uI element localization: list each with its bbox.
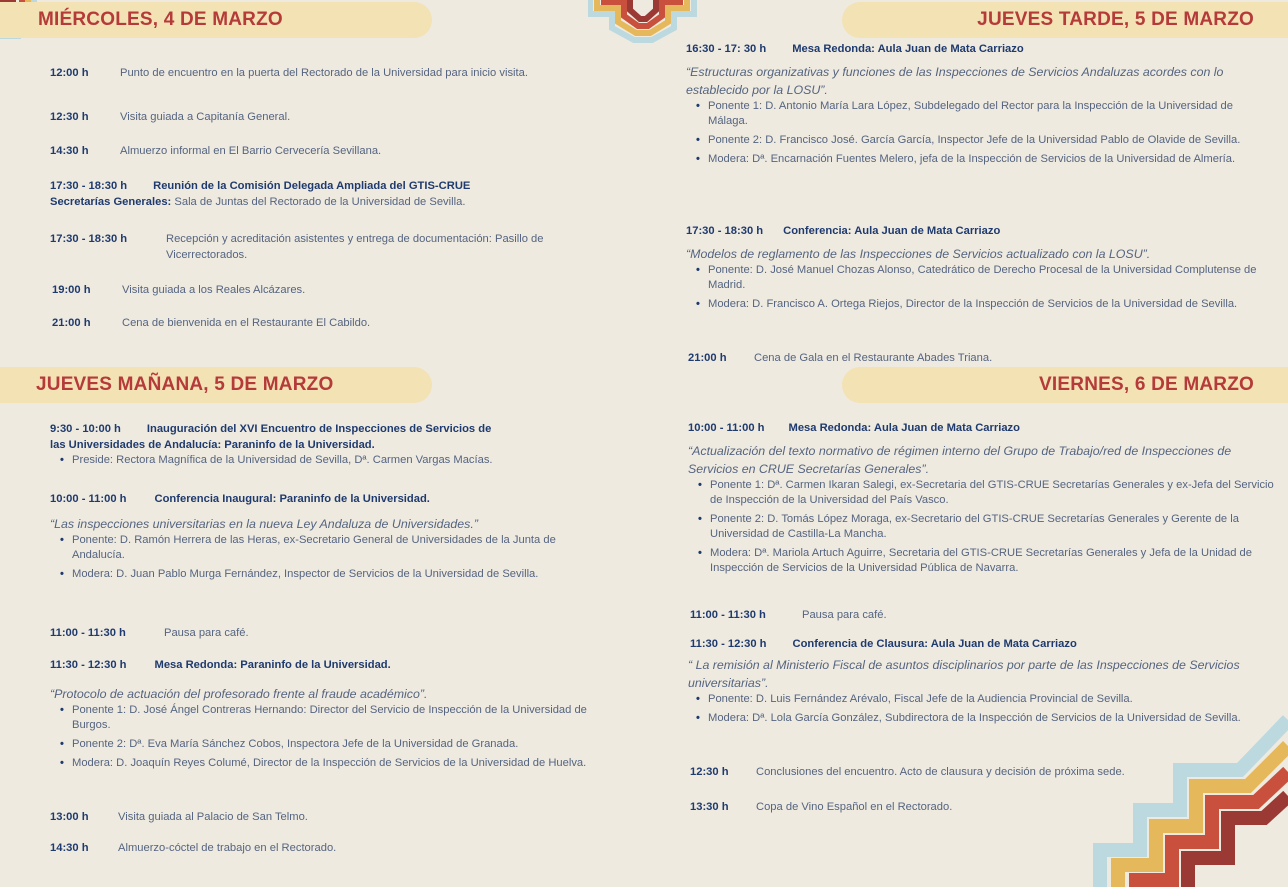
item-time: 17:30 - 18:30 h: [50, 233, 128, 245]
item-time: 21:00 h: [688, 352, 727, 364]
item-quote: “Las inspecciones universitarias en la nueva Ley Andaluza de Universidades.”: [50, 517, 478, 531]
bullet-item: • Ponente 1: Dª. Carmen Ikaran Salegi, ex-Secretaria del GTIS-CRUE Secretarías Generales y ex-Jefa del Servicio de Inspección de la Universidad del País Vasco.: [710, 478, 1280, 508]
item-title: Reunión de la Comisión Delegada Ampliada del GTIS-CRUE: [153, 180, 471, 192]
item-quote: “Actualización del texto normativo de régimen interno del Grupo de Trabajo/red de Inspecciones de Servicios en CRUE Secretarías Generales”.: [688, 444, 1232, 476]
day2-block-mesa: [50, 657, 610, 771]
bullet-item: • Ponente 2: Dª. Eva María Sánchez Cobos, Inspectora Jefe de la Universidad de Granada.: [72, 737, 610, 752]
day2-item-cafe: [50, 625, 590, 641]
item-title: Conferencia de Clausura: Aula Juan de Mata Carriazo: [792, 638, 1077, 650]
item-time: 12:30 h: [50, 111, 89, 123]
bullet-item: • Ponente: D. José Manuel Chozas Alonso, Catedrático de Derecho Procesal de la Universidad Complutense de Madrid.: [708, 263, 1278, 293]
day1-item-5: [50, 231, 590, 261]
day3-header: [842, 2, 1288, 38]
item-title: Conferencia: Aula Juan de Mata Carriazo: [783, 225, 1001, 237]
item-time: 19:00 h: [52, 284, 91, 296]
day1-header: [0, 2, 432, 38]
day1-item-3: [50, 143, 590, 159]
item-time: 13:30 h: [690, 801, 729, 813]
item-time: 17:30 - 18:30 h: [686, 225, 764, 237]
item-time: 12:00 h: [50, 67, 89, 79]
item-time: 11:30 - 12:30 h: [690, 638, 767, 650]
bullet-item: • Modera: D. Juan Pablo Murga Fernández, Inspector de Servicios de la Universidad de Sevilla.: [72, 567, 610, 582]
item-desc: Conclusiones del encuentro. Acto de clausura y decisión de próxima sede.: [756, 766, 1125, 778]
bullet-item: • Modera: Dª. Mariola Artuch Aguirre, Secretaria del GTIS-CRUE Secretarías Generales y Jefa de la Unidad de Inspección de Servicios de la Universidad Pública de Navarra.: [710, 546, 1280, 576]
item-desc: Copa de Vino Español en el Rectorado.: [756, 801, 953, 813]
item-title: Mesa Redonda: Aula Juan de Mata Carriazo: [788, 422, 1020, 434]
bullet-item: • Ponente: D. Luis Fernández Arévalo, Fiscal Jefe de la Audiencia Provincial de Sevilla.: [708, 692, 1268, 707]
item-quote: “Protocolo de actuación del profesorado frente al fraude académico”.: [50, 687, 428, 701]
day3-item-cena: [688, 350, 1248, 366]
day3-block-mesa: [686, 41, 1272, 167]
item-title: las Universidades de Andalucía: Paraninfo de la Universidad.: [50, 439, 375, 451]
bullet-item: • Modera: D. Francisco A. Ortega Riejos, Director de la Inspección de Servicios de la Universidad de Sevilla.: [708, 297, 1278, 312]
item-desc: Cena de bienvenida en el Restaurante El Cabildo.: [122, 317, 371, 329]
day4-block-clausura: [688, 636, 1272, 726]
item-time: 12:30 h: [690, 766, 729, 778]
day1-item-7: [52, 315, 592, 331]
day4-item-conclusiones: [690, 764, 1260, 780]
item-title: Conferencia Inaugural: Paraninfo de la Universidad.: [154, 493, 430, 505]
day4-item-copa: [690, 799, 1250, 815]
day2-block-conferencia: [50, 491, 610, 582]
day1-item-2: [50, 109, 590, 125]
item-time: 9:30 - 10:00 h: [50, 423, 121, 435]
item-time: 13:00 h: [50, 811, 89, 823]
item-title: Inauguración del XVI Encuentro de Inspecciones de Servicios de: [146, 423, 492, 435]
item-title: Mesa Redonda: Aula Juan de Mata Carriazo: [792, 43, 1024, 55]
day4-header-title: VIERNES, 6 DE MARZO: [1039, 374, 1254, 395]
bullet-item: • Modera: D. Joaquín Reyes Columé, Director de la Inspección de Servicios de la Universidad de Huelva.: [72, 756, 610, 771]
item-time: 10:00 - 11:00 h: [688, 422, 765, 434]
bullet-item: • Modera: Dª. Lola García González, Subdirectora de la Inspección de Servicios de la Universidad de Sevilla.: [708, 711, 1268, 726]
day2-header-title: JUEVES MAÑANA, 5 DE MARZO: [36, 374, 334, 395]
day2-item-almuerzo: [50, 840, 590, 856]
day4-header: [842, 367, 1288, 403]
item-quote: “ La remisión al Ministerio Fiscal de asuntos disciplinarios por parte de las Inspecciones de Servicios universitarias”.: [688, 658, 1240, 690]
item-desc: Visita guiada al Palacio de San Telmo.: [118, 811, 308, 823]
item-title: Secretarías Generales:: [50, 196, 172, 208]
item-quote: “Estructuras organizativas y funciones de las Inspecciones de Servicios Andaluzas acordes con lo establecido por la LOSU”.: [686, 65, 1224, 97]
bullet-item: • Ponente 1: D. José Ángel Contreras Hernando: Director del Servicio de Inspección de la Universidad de Burgos.: [72, 703, 610, 733]
item-desc: Punto de encuentro en la puerta del Rectorado de la Universidad para inicio visita.: [120, 67, 528, 79]
day2-block-inauguracion: [50, 421, 610, 468]
day1-item-6: [52, 282, 592, 298]
bullet-item: • Preside: Rectora Magnífica de la Universidad de Sevilla, Dª. Carmen Vargas Macías.: [72, 453, 610, 468]
bullet-item: • Ponente 2: D. Francisco José. García García, Inspector Jefe de la Universidad Pablo de Olavide de Sevilla.: [708, 133, 1268, 148]
item-desc: Pausa para café.: [164, 627, 249, 639]
day1-item-4: [50, 178, 590, 210]
day2-item-santelmo: [50, 809, 590, 825]
item-time: 11:30 - 12:30 h: [50, 659, 127, 671]
item-title: Mesa Redonda: Paraninfo de la Universidad.: [154, 659, 391, 671]
item-desc: Pausa para café.: [802, 609, 887, 621]
day1-header-title: MIÉRCOLES, 4 DE MARZO: [38, 9, 283, 30]
bullet-item: • Modera: Dª. Encarnación Fuentes Melero, jefa de la Inspección de Servicios de la Universidad de Almería.: [708, 152, 1268, 167]
item-desc: Sala de Juntas del Rectorado de la Universidad de Sevilla.: [171, 196, 466, 208]
day2-header: [0, 367, 432, 403]
day4-item-cafe: [690, 607, 1250, 623]
day3-header-title: JUEVES TARDE, 5 DE MARZO: [977, 9, 1254, 30]
item-desc: Cena de Gala en el Restaurante Abades Triana.: [754, 352, 993, 364]
bullet-item: • Ponente 1: D. Antonio María Lara López, Subdelegado del Rector para la Inspección de la Universidad de Málaga.: [708, 99, 1268, 129]
item-time: 16:30 - 17: 30 h: [686, 43, 767, 55]
item-desc: Visita guiada a Capitanía General.: [120, 111, 291, 123]
item-time: 21:00 h: [52, 317, 91, 329]
day1-item-1: [50, 65, 590, 81]
item-time: 17:30 - 18:30 h: [50, 180, 128, 192]
day3-block-conferencia: [686, 223, 1272, 312]
item-time: 14:30 h: [50, 145, 89, 157]
bullet-item: • Ponente 2: D. Tomás López Moraga, ex-Secretario del GTIS-CRUE Secretarías Generales y Gerente de la Universidad de Castilla-La Mancha.: [710, 512, 1280, 542]
item-desc: Almuerzo informal en El Barrio Cervecería Sevillana.: [120, 145, 382, 157]
item-desc: Visita guiada a los Reales Alcázares.: [122, 284, 306, 296]
top-center-stripes-decoration: [588, 0, 698, 50]
day4-block-mesa: [688, 420, 1272, 576]
bottom-right-stripes-decoration: [1090, 700, 1288, 887]
item-desc: Recepción y acreditación asistentes y entrega de documentación: Pasillo de Vicerrectorados.: [166, 233, 544, 261]
item-time: 14:30 h: [50, 842, 89, 854]
bullet-item: • Ponente: D. Ramón Herrera de las Heras, ex-Secretario General de Universidades de la Junta de Andalucía.: [72, 533, 610, 563]
item-quote: “Modelos de reglamento de las Inspecciones de Servicios actualizado con la LOSU”.: [686, 247, 1151, 261]
item-time: 10:00 - 11:00 h: [50, 493, 127, 505]
item-desc: Almuerzo-cóctel de trabajo en el Rectorado.: [118, 842, 337, 854]
item-time: 11:00 - 11:30 h: [690, 609, 766, 621]
item-time: 11:00 - 11:30 h: [50, 627, 126, 639]
